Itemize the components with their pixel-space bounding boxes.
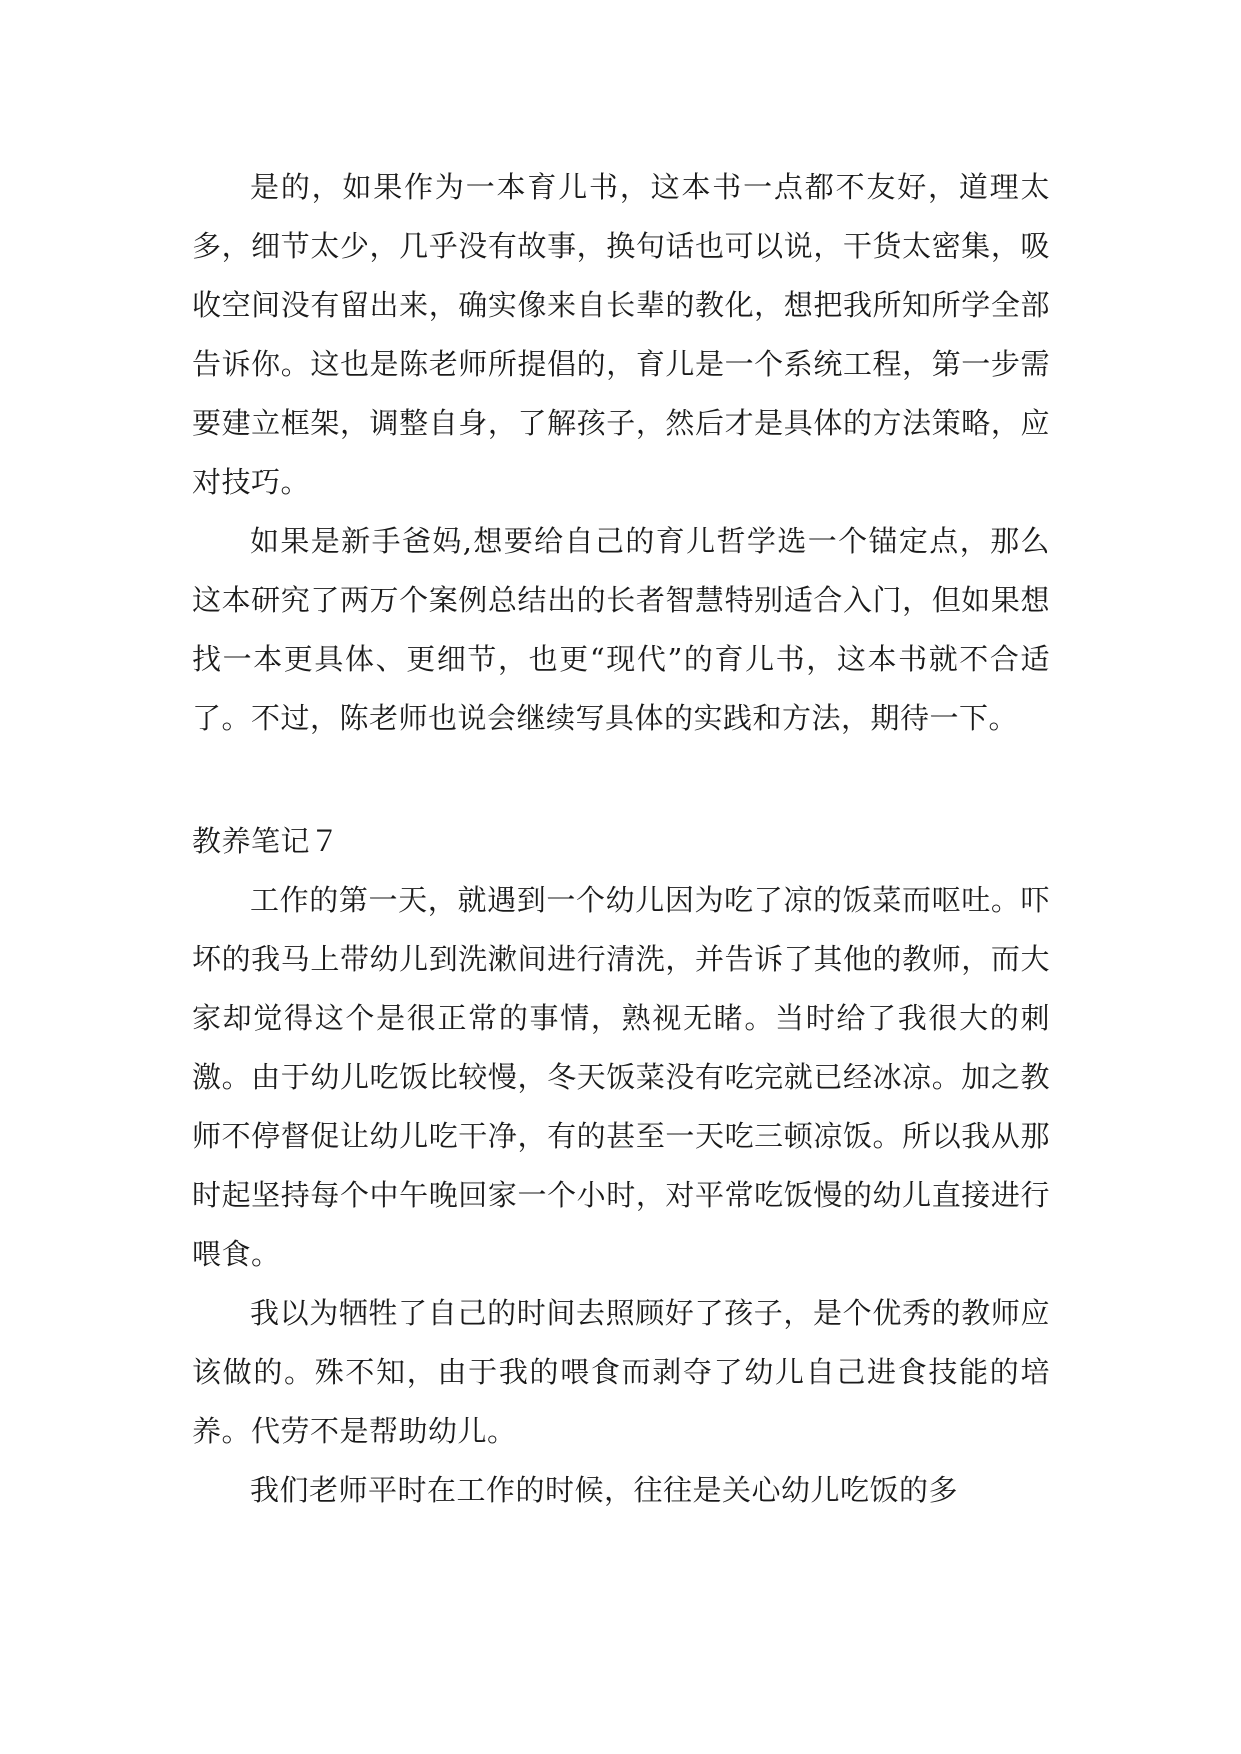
section-title: 教养笔记７ xyxy=(192,824,340,858)
paragraph-sacrifice: 我以为牺牲了自己的时间去照顾好了孩子，是个优秀的教师应该做的。殊不知，由于我的喂食而剥夺了幼儿自己进食技能的培养。代劳不是帮助幼儿。 xyxy=(192,1296,1050,1448)
paragraph-teachers: 我们老师平时在工作的时候，往往是关心幼儿吃饭的多 xyxy=(250,1473,959,1507)
paragraph-first-day: 工作的第一天，就遇到一个幼儿因为吃了凉的饭菜而呕吐。吓坏的我马上带幼儿到洗漱间进行清洗，并告诉了其他的教师，而大家却觉得这个是很正常的事情，熟视无睹。当时给了我很大的刺激。由于幼儿吃饭比较慢，冬天饭菜没有吃完就已经冰凉。加之教师不停督促让幼儿吃干净，有的甚至一天吃三顿凉饭。所以我从那时起坚持每个中午晚回家一个小时，对平常吃饭慢的幼儿直接进行喂食。 xyxy=(192,883,1050,1271)
paragraph-parenting-book-review: 是的，如果作为一本育儿书，这本书一点都不友好，道理太多，细节太少，几乎没有故事，换句话也可以说，干货太密集，吸收空间没有留出来，确实像来自长辈的教化，想把我所知所学全部告诉你。这也是陈老师所提倡的，育儿是一个系统工程，第一步需要建立框架，调整自身，了解孩子，然后才是具体的方法策略，应对技巧。 xyxy=(192,170,1050,499)
document-body xyxy=(192,158,1050,1520)
paragraph-new-parents: 如果是新手爸妈,想要给自己的育儿哲学选一个锚定点，那么这本研究了两万个案例总结出的长者智慧特别适合入门，但如果想找一本更具体、更细节，也更“现代”的育儿书，这本书就不合适了。不过，陈老师也说会继续写具体的实践和方法，期待一下。 xyxy=(192,524,1050,735)
